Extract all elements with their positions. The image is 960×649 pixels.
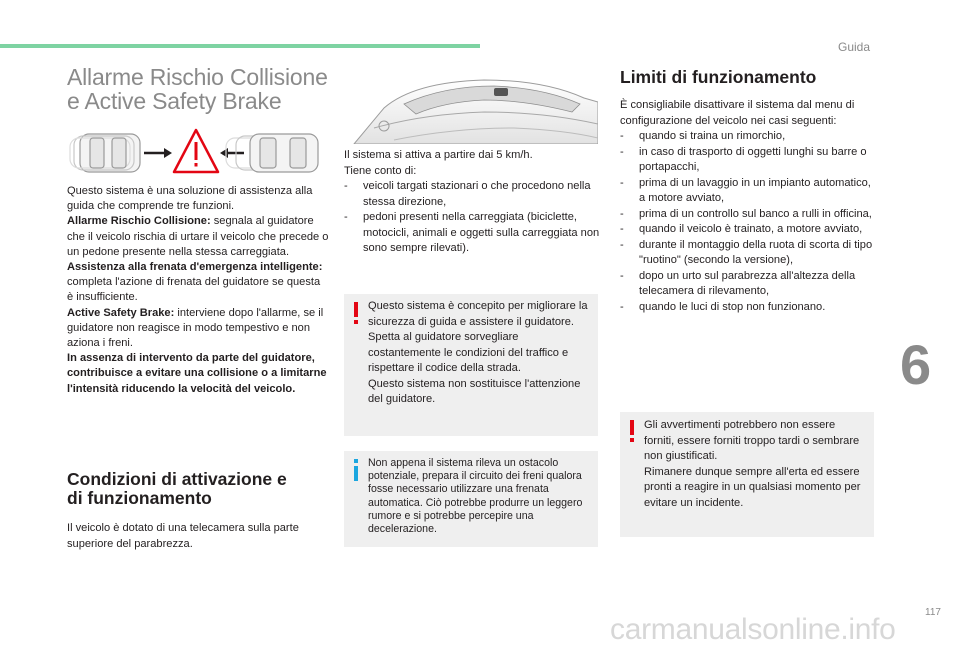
warning-triangle-icon	[174, 130, 218, 172]
warning-box: Questo sistema è concepito per migliorare la sicurezza di guida e assistere il guidatore. Spetta al guidatore sorvegliare costantemente le condizioni del traffico e rispettare il codice della strada. Questo sistema non sostituisce l'attenzione del guidatore.	[344, 294, 598, 436]
list-item: - dopo un urto sul parabrezza all'altezza della telecamera di rilevamento,	[620, 269, 856, 297]
feature-term: Assistenza alla frenata d'emergenza intelligente:	[67, 261, 323, 274]
limits-text	[620, 98, 880, 315]
chapter-number: 6	[900, 333, 932, 396]
feature-term: Active Safety Brake:	[67, 306, 175, 319]
page-number: 117	[925, 607, 941, 618]
list-item: - prima di un lavaggio in un impianto automatico, a motore avviato,	[620, 176, 871, 204]
page-title	[67, 65, 328, 113]
watermark: carmanualsonline.info	[610, 613, 896, 646]
list-item: - quando si traina un rimorchio,	[620, 130, 786, 142]
feature-term: Allarme Rischio Collisione:	[67, 215, 211, 228]
page-title-line2: e Active Safety Brake	[67, 88, 282, 114]
exclamation-icon	[353, 302, 359, 324]
intro-paragraph: Questo sistema è una soluzione di assistenza alla guida che comprende tre funzioni.	[67, 185, 313, 213]
intro-bold-note: In assenza di intervento da parte del guidatore, contribuisce a evitare una collisione o a limitarne l'intensità riducendo la velocità del veicolo.	[67, 352, 327, 395]
rear-car-icon	[70, 134, 140, 172]
warning-box: Gli avvertimenti potrebbero non essere forniti, essere forniti troppo tardi o sembrare non giustificati. Rimanere dunque sempre all'erta ed essere pronti a reagire in un qualsiasi momento per evitare un incidente.	[620, 412, 874, 537]
conditions-heading: Condizioni di attivazione e di funzionamento	[67, 469, 287, 508]
activation-considers: Tiene conto di:	[344, 164, 417, 177]
exclamation-icon	[629, 420, 635, 442]
list-item: - prima di un controllo sul banco a rulli in officina,	[620, 207, 872, 220]
list-item: - durante il montaggio della ruota di scorta di tipo "ruotino" (secondo la versione),	[620, 238, 873, 266]
limits-list	[620, 129, 880, 315]
activation-text	[344, 148, 602, 257]
limits-heading: Limiti di funzionamento	[620, 67, 817, 87]
list-item: - in caso di trasporto di oggetti lunghi su barre o portapacchi,	[620, 145, 867, 173]
section-label: Guida	[838, 40, 871, 54]
windscreen-camera-illustration	[344, 68, 598, 144]
list-item: - pedoni presenti nella carreggiata (biciclette, motocicli, animali e oggetti sulla carreggiata non sono sempre rilevati).	[344, 211, 600, 254]
list-item: - quando il veicolo è trainato, a motore avviato,	[620, 223, 863, 235]
header-accent-bar	[0, 44, 480, 48]
feature-collision-alert: Allarme Rischio Collisione: segnala al guidatore che il veicolo rischia di urtare il veicolo che precede o un pedone presente nella stessa carreggiata.	[67, 215, 329, 258]
info-icon	[353, 459, 359, 481]
page-title-line1: Allarme Rischio Collisione	[67, 64, 328, 90]
collision-illustration	[68, 126, 324, 180]
info-box: Non appena il sistema rileva un ostacolo potenziale, prepara il circuito dei freni qualora fosse necessario utilizzare una frenata automatica. Ciò potrebbe produrre un leggero rumore e si potrebbe percepire una decelerazione.	[344, 451, 598, 547]
conditions-text: Il veicolo è dotato di una telecamera sulla parte superiore del parabrezza.	[67, 522, 299, 550]
camera-icon	[494, 88, 508, 96]
feature-active-safety-brake: Active Safety Brake: interviene dopo l'allarme, se il guidatore non reagisce in modo tempestivo e non aziona i freni.	[67, 306, 324, 350]
list-item: - veicoli targati stazionari o che procedono nella stessa direzione,	[344, 180, 591, 208]
feature-emergency-braking: Assistenza alla frenata d'emergenza intelligente: completa l'azione di frenata del guidatore se questa è insufficiente.	[67, 261, 323, 304]
activation-list	[344, 179, 602, 257]
activation-speed: Il sistema si attiva a partire dai 5 km/h.	[344, 149, 533, 161]
limits-intro: È consigliabile disattivare il sistema dal menu di configurazione del veicolo nei casi seguenti:	[620, 99, 855, 127]
intro-text	[67, 184, 329, 397]
list-item: - quando le luci di stop non funzionano.	[620, 300, 826, 313]
